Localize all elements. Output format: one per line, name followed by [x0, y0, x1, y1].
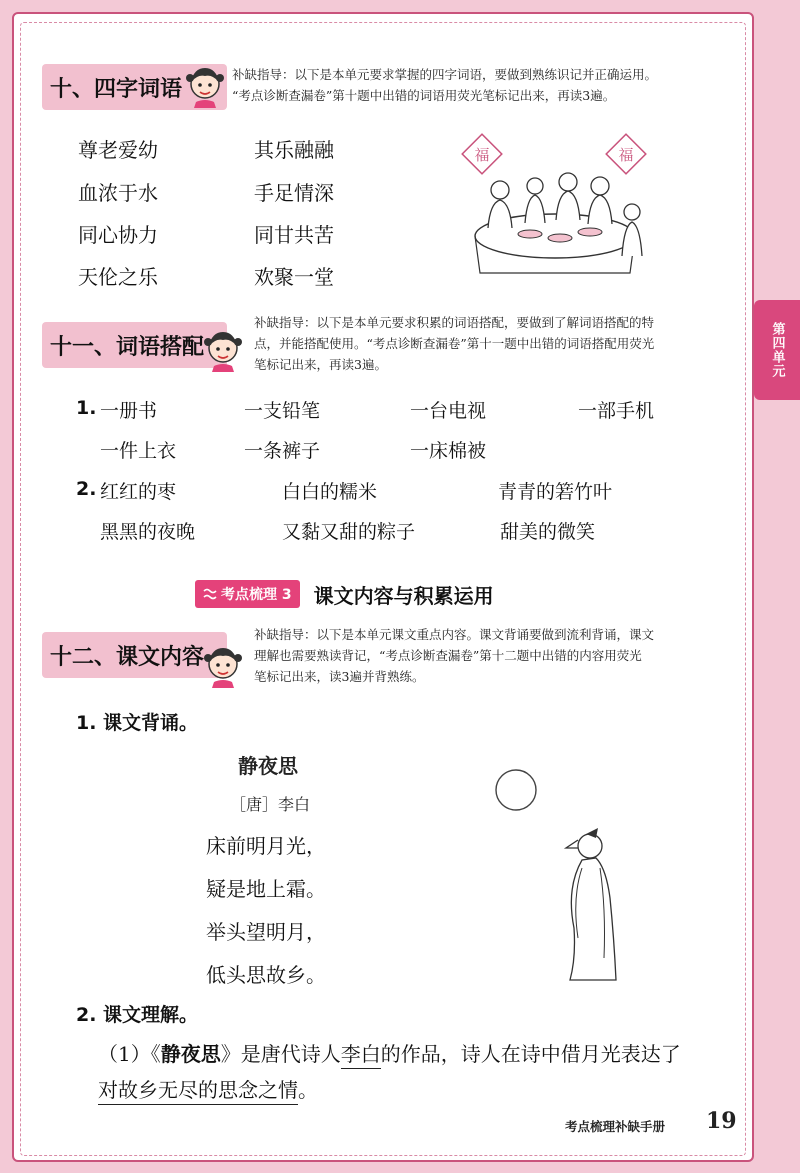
text-segment: 的作品，诗人在诗中借月光表达了 [380, 1042, 681, 1066]
collocation: 青青的箬竹叶 [498, 481, 613, 503]
collocation: 一台电视 [410, 400, 487, 422]
item-number: 2. [76, 478, 97, 500]
hint-line: 补缺指导：以下是本单元要求掌握的四字词语，要做到熟练识记并正确运用。 [232, 67, 658, 82]
poem-line: 疑是地上霜。 [206, 877, 326, 901]
collocation: 黑黑的夜晚 [100, 521, 196, 543]
hint-line: 补缺指导：以下是本单元要求积累的词语搭配，要做到了解词语搭配的特 [254, 315, 655, 330]
idiom-word: 欢聚一堂 [254, 265, 334, 289]
collocation: 一条裤子 [244, 440, 321, 462]
item-heading: 2. 课文理解。 [76, 1004, 199, 1026]
hint-line: 笔标记出来，再读3遍。 [254, 357, 387, 372]
banner-tag [195, 580, 300, 608]
poem-title-ref: 静夜思 [160, 1042, 221, 1066]
collocation: 一件上衣 [100, 440, 177, 462]
comprehension-line [98, 1072, 738, 1108]
answer-author: 李白 [341, 1042, 381, 1069]
collocation: 甜美的微笑 [500, 521, 596, 543]
unit-side-tab-label: 第四单元 [769, 322, 785, 378]
idiom-word: 尊老爱幼 [78, 138, 158, 162]
hint-line: 点，并能搭配使用。“考点诊断查漏卷”第十一题中出错的词语搭配用荧光 [254, 336, 655, 351]
poem-line: 低头思故乡。 [206, 963, 326, 987]
text-segment: 》是唐代诗人 [220, 1042, 341, 1066]
comprehension-line [98, 1036, 738, 1072]
family-dinner-illustration [450, 128, 660, 278]
section-11-hint [254, 312, 654, 375]
unit-side-tab[interactable] [754, 300, 800, 400]
footer-text: 考点梳理补缺手册 [565, 1119, 666, 1134]
moon-icon [496, 770, 536, 810]
girl-mascot-icon [200, 642, 246, 688]
section-12-title: 十二、课文内容 [50, 644, 205, 670]
comprehension-paragraph [98, 1036, 738, 1108]
section-11-title: 十一、词语搭配 [50, 334, 205, 360]
collocation: 一支铅笔 [244, 400, 321, 422]
section-12-hint [254, 624, 654, 687]
poem-line: 举头望明月， [206, 920, 326, 944]
topic-banner [195, 580, 494, 608]
collocation: 红红的枣 [100, 481, 177, 503]
collocation: 一床棉被 [410, 440, 487, 462]
item-heading: 1. 课文背诵。 [76, 712, 199, 734]
banner-tag-label: 考点梳理 3 [221, 587, 292, 603]
text-segment: （1）《 [98, 1042, 161, 1066]
fu-char-left: 福 [474, 146, 490, 164]
idiom-word: 其乐融融 [254, 138, 334, 162]
wave-icon [203, 588, 217, 600]
idiom-word: 同甘共苦 [254, 223, 334, 247]
collocation: 一册书 [100, 400, 158, 422]
text-segment: 。 [298, 1078, 318, 1102]
idiom-word: 同心协力 [78, 223, 158, 247]
answer-feeling: 对故乡无尽的思念之情 [98, 1078, 298, 1105]
banner-title: 课文内容与积累运用 [313, 583, 494, 608]
hint-line: “考点诊断查漏卷”第十题中出错的词语用荧光笔标记出来，再读3遍。 [232, 88, 616, 103]
section-10-title: 十、四字词语 [50, 76, 183, 102]
poem-author: ［唐］李白 [230, 795, 311, 814]
page-number: 19 [706, 1108, 737, 1134]
hint-line: 笔标记出来，读3遍并背熟练。 [254, 669, 425, 684]
girl-mascot-icon [200, 326, 246, 372]
moon-poet-illustration [486, 768, 626, 990]
hint-line: 理解也需要熟读背记，“考点诊断查漏卷”第十二题中出错的内容用荧光 [254, 648, 642, 663]
girl-mascot-icon [182, 62, 228, 108]
collocation: 又黏又甜的粽子 [282, 521, 416, 543]
hint-line: 补缺指导：以下是本单元课文重点内容。课文背诵要做到流利背诵，课文 [254, 627, 655, 642]
idiom-word: 天伦之乐 [78, 265, 158, 289]
fu-char-right: 福 [618, 146, 634, 164]
idiom-word: 手足情深 [254, 181, 334, 205]
section-10-hint [232, 64, 657, 106]
item-number: 1. [76, 397, 97, 419]
poem-title: 静夜思 [238, 754, 298, 778]
idiom-word: 血浓于水 [78, 181, 158, 205]
collocation: 白白的糯米 [282, 481, 378, 503]
collocation: 一部手机 [578, 400, 655, 422]
poem-line: 床前明月光， [206, 834, 326, 858]
